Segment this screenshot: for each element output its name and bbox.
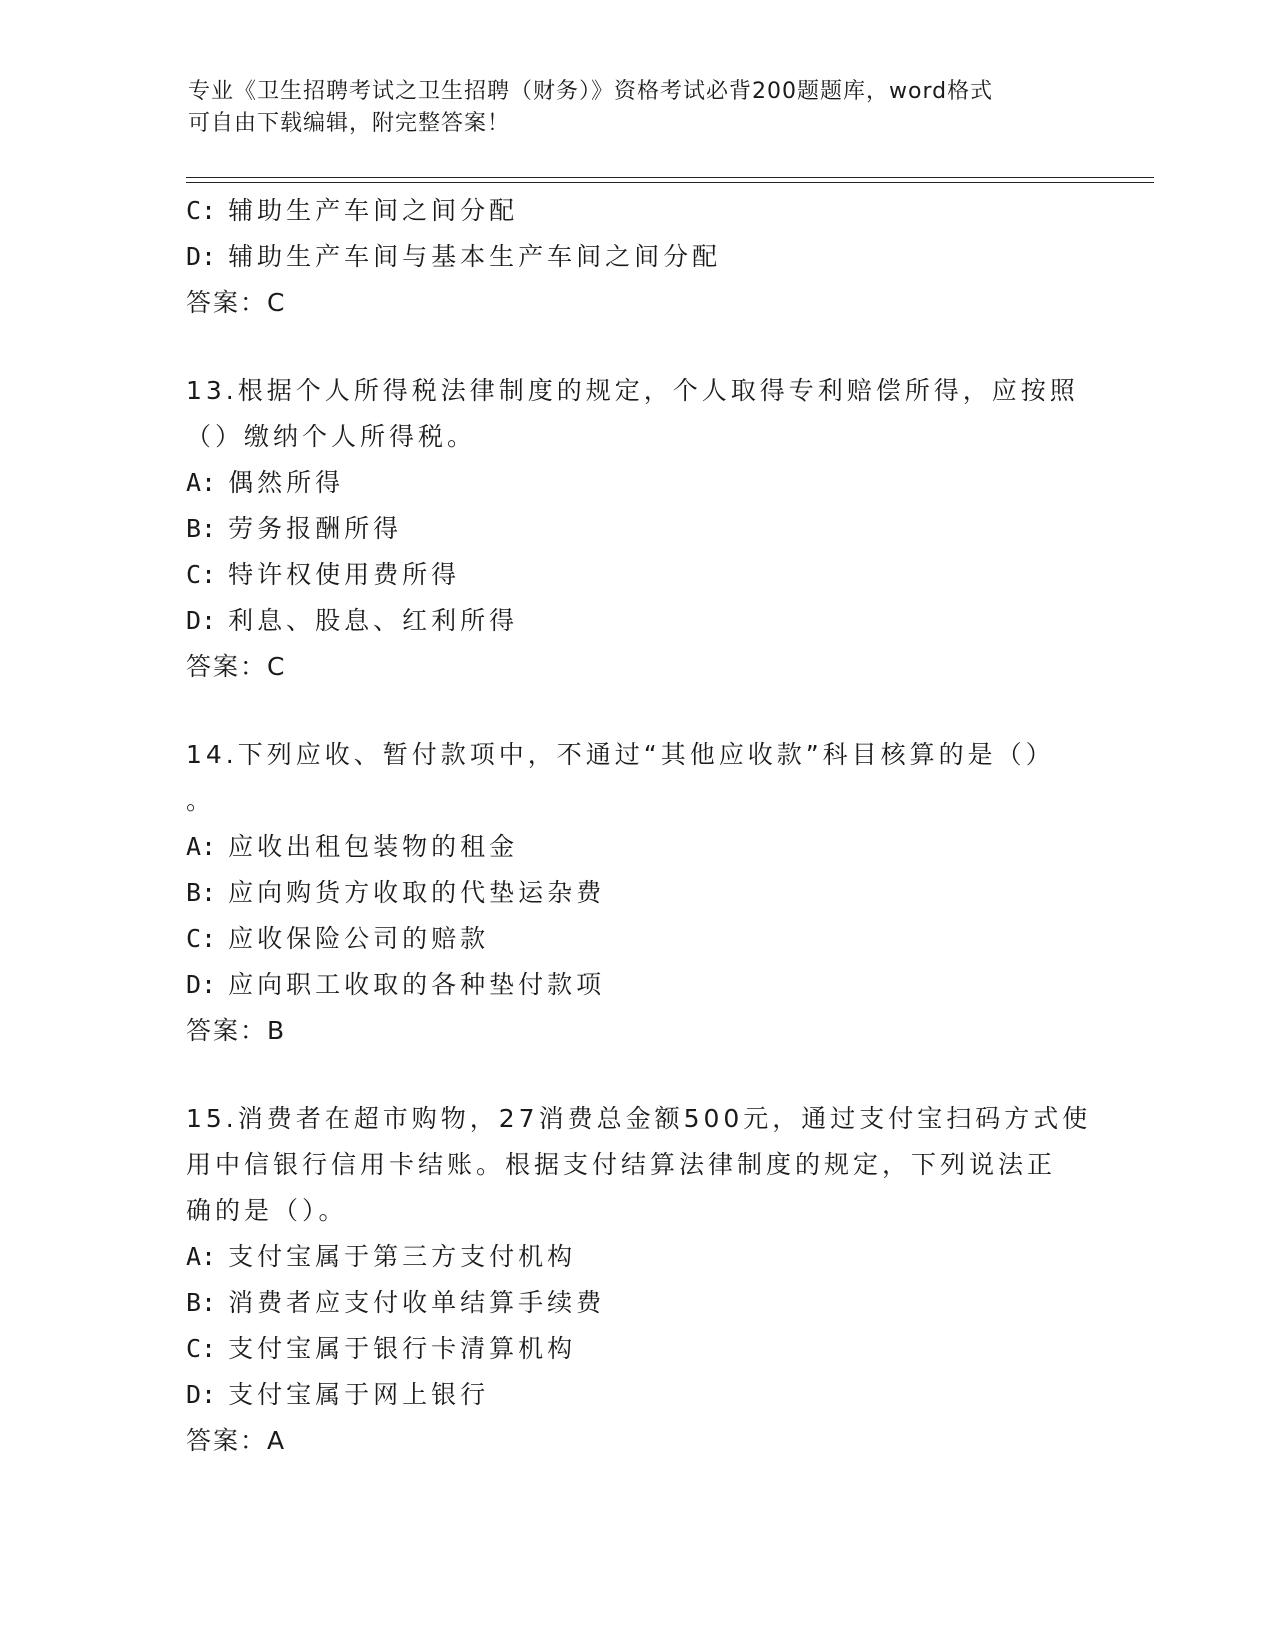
option-text: 辅助生产车间与基本生产车间之间分配 [228,242,722,271]
question-stem-line: 13.根据个人所得税法律制度的规定，个人取得专利赔偿所得，应按照 [186,376,1079,405]
option-text: 支付宝属于网上银行 [228,1380,490,1409]
option-label: A: [186,468,217,497]
question-15 [186,1096,1092,1464]
option-text: 支付宝属于银行卡清算机构 [228,1334,577,1363]
previous-question-tail [186,188,1086,326]
option-label: A: [186,1242,217,1271]
option-label: D: [186,970,217,999]
option-label: D: [186,606,217,635]
option-item [186,1280,1086,1326]
option-text: 支付宝属于第三方支付机构 [228,1242,577,1271]
option-text: 特许权使用费所得 [228,560,461,589]
answer-line: 答案：C [186,288,287,317]
question-stem-line: 确的是（）。 [186,1196,348,1225]
option-label: B: [186,878,217,907]
option-item [186,870,1086,916]
question-stem-line: 15.消费者在超市购物，27消费总金额500元，通过支付宝扫码方式使 [186,1104,1092,1133]
option-item [186,460,1086,506]
question-stem-line: 。 [186,786,216,815]
option-item [186,1326,1086,1372]
option-text: 消费者应支付收单结算手续费 [228,1288,606,1317]
header-divider-bottom [186,182,1154,183]
option-text: 利息、股息、红利所得 [228,606,519,635]
answer-line: 答案：C [186,652,287,681]
header-line-2: 可自由下载编辑，附完整答案！ [188,111,511,136]
option-text: 应向购货方收取的代垫运杂费 [228,878,606,907]
option-item [186,234,1086,280]
option-label: C: [186,1334,217,1363]
question-content [186,188,1092,1464]
option-label: C: [186,924,217,953]
option-text: 偶然所得 [228,468,345,497]
option-text: 应收出租包装物的租金 [228,832,519,861]
option-item [186,188,1086,234]
option-label: C: [186,196,217,225]
header-line-1: 专业《卫生招聘考试之卫生招聘（财务）》资格考试必背200题题库，word格式 [188,79,994,104]
option-item [186,962,1086,1008]
answer-line: 答案：A [186,1426,287,1455]
option-item [186,1372,1086,1418]
question-stem-line: 用中信银行信用卡结账。根据支付结算法律制度的规定，下列说法正 [186,1150,1057,1179]
document-header [188,76,1088,140]
option-text: 应收保险公司的赔款 [228,924,490,953]
option-label: D: [186,242,217,271]
option-text: 辅助生产车间之间分配 [228,196,519,225]
option-label: D: [186,1380,217,1409]
option-label: C: [186,560,217,589]
option-label: A: [186,832,217,861]
option-item [186,824,1086,870]
option-text: 应向职工收取的各种垫付款项 [228,970,606,999]
question-14 [186,732,1086,1054]
option-label: B: [186,1288,217,1317]
option-item [186,552,1086,598]
answer-line: 答案：B [186,1016,287,1045]
option-label: B: [186,514,217,543]
question-13 [186,368,1086,690]
header-divider-top [186,177,1154,178]
option-item [186,1234,1086,1280]
option-item [186,916,1086,962]
option-text: 劳务报酬所得 [228,514,403,543]
option-item [186,598,1086,644]
option-item [186,506,1086,552]
question-stem-line: 14.下列应收、暂付款项中，不通过“其他应收款”科目核算的是（） [186,740,1055,769]
question-stem-line: （）缴纳个人所得税。 [186,422,477,451]
